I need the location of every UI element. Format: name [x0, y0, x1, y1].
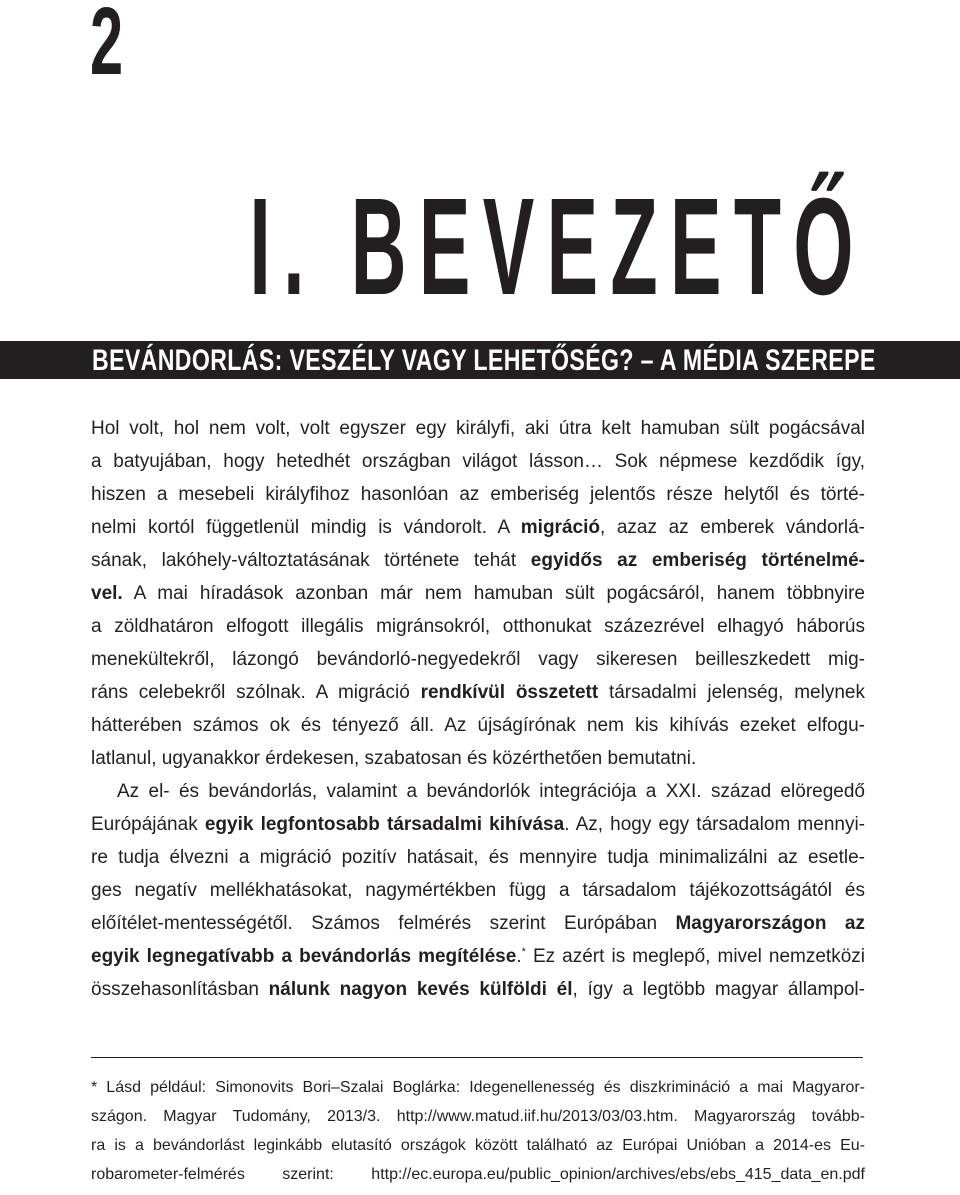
footnote-line: robarometer-felmérés szerint: http://ec.europa.eu/public_opinion/archives/ebs/ebs_415_data_en.pdf: [91, 1166, 865, 1183]
paragraph-line: [91, 841, 865, 874]
text-span: sának, lakóhely-változtatásának története tehát: [91, 550, 531, 571]
text-span: , így a legtöbb magyar állampol-: [572, 979, 865, 1000]
text-span: latlanul, ugyanakkor érdekesen, szabatosan és közérthetően bemutatni.: [91, 748, 697, 769]
text-span: ráns celebekről szólnak. A migráció: [91, 682, 421, 703]
text-span: ges negatív mellékhatásokat, nagymértékben függ a társadalom tájékozottságától és: [91, 880, 865, 901]
footnote: [91, 1073, 865, 1189]
paragraph-line: [91, 445, 865, 478]
body-text: [91, 412, 865, 1006]
footnote-line: * Lásd például: Simonovits Bori–Szalai Boglárka: Idegenellenesség és diszkrimináció a mai Magyaror-: [91, 1079, 865, 1096]
text-span: a batyujában, hogy hetedhét országban világot lásson… Sok népmese kezdődik így,: [91, 451, 865, 472]
footnote-divider: [91, 1057, 863, 1058]
paragraph-line: [91, 511, 865, 544]
text-span: . Az, hogy egy társadalom mennyi-: [564, 814, 865, 835]
paragraph-line: [91, 577, 865, 610]
text-span: társadalmi jelenség, melynek: [598, 682, 865, 703]
paragraph-line: [91, 643, 865, 676]
text-span: összehasonlításban: [91, 979, 269, 1000]
text-span: Ez azért is meglepő, mivel nemzetközi: [525, 946, 865, 967]
paragraph-line: [91, 676, 865, 709]
paragraph-line: [91, 709, 865, 742]
text-span: re tudja élvezni a migráció pozitív hatásait, és mennyire tudja minimalizálni az esetle-: [91, 847, 865, 868]
text-span: menekültekről, lázongó bevándorló-negyedekről vagy sikeresen beilleszkedett mig-: [91, 649, 865, 670]
text-span: előítélet-mentességétől. Számos felmérés szerint Európában: [91, 913, 676, 934]
bold-term: rendkívül összetett: [420, 682, 599, 703]
paragraph-line: [91, 874, 865, 907]
bold-term: nálunk nagyon kevés külföldi él: [268, 979, 573, 1000]
text-span: a zöldhatáron elfogott illegális migránsokról, otthonukat százezrével elhagyó háborús: [91, 616, 865, 637]
chapter-title: I. BEVEZETŐ: [249, 170, 866, 324]
paragraph-line: [91, 973, 865, 1006]
bold-term: vel.: [91, 583, 123, 604]
section-heading: BEVÁNDORLÁS: VESZÉLY VAGY LEHETŐSÉG? – A MÉDIA SZEREPE: [92, 344, 876, 377]
text-span: hátterében számos ok és tényező áll. Az újságírónak nem kis kihívás ezeket elfogu-: [91, 715, 865, 736]
footnote-reference: *: [521, 946, 526, 958]
paragraph-line: [91, 610, 865, 643]
bold-term: egyik legfontosabb társadalmi kihívása: [204, 814, 565, 835]
paragraph-line: [91, 478, 865, 511]
page-number: 2: [90, 0, 125, 95]
footnote-line: szágon. Magyar Tudomány, 2013/3. http://www.matud.iif.hu/2013/03/03.htm. Magyarország tovább-: [91, 1108, 865, 1125]
text-span: hiszen a mesebeli királyfihoz hasonlóan az emberiség jelentős része helytől és törté-: [91, 484, 865, 505]
paragraph-line: [91, 808, 865, 841]
text-span: Az el- és bevándorlás, valamint a bevándorlók integrációja a XXI. század elöregedő: [117, 781, 865, 802]
section-heading-bar: [0, 341, 960, 379]
text-span: , azaz az emberek vándorlá-: [599, 517, 865, 538]
text-span: nelmi kortól függetlenül mindig is vándorolt. A: [91, 517, 521, 538]
bold-term: Magyarországon az: [675, 913, 865, 934]
footnote-marker: .*: [516, 946, 526, 967]
paragraph-line: [91, 412, 865, 445]
text-span: A mai híradások azonban már nem hamuban sült pogácsáról, hanem többnyire: [122, 583, 865, 604]
paragraph-line: [91, 742, 865, 775]
footnote-line: ra is a bevándorlást leginkább elutasító országok között található az Európai Unióban a 2014-es Eu-: [91, 1137, 865, 1154]
text-span: Hol volt, hol nem volt, volt egyszer egy királyfi, aki útra kelt hamuban sült pogácsával: [91, 418, 865, 439]
paragraph-line: [91, 940, 865, 973]
paragraph-line: [91, 775, 865, 808]
paragraph-line: [91, 544, 865, 577]
paragraph-line: [91, 907, 865, 940]
bold-term: egyidős az emberiség történelmé-: [530, 550, 865, 571]
bold-term: migráció: [520, 517, 600, 538]
bold-term: egyik legnegatívabb a bevándorlás megítélése: [91, 946, 517, 967]
text-span: Európájának: [91, 814, 205, 835]
